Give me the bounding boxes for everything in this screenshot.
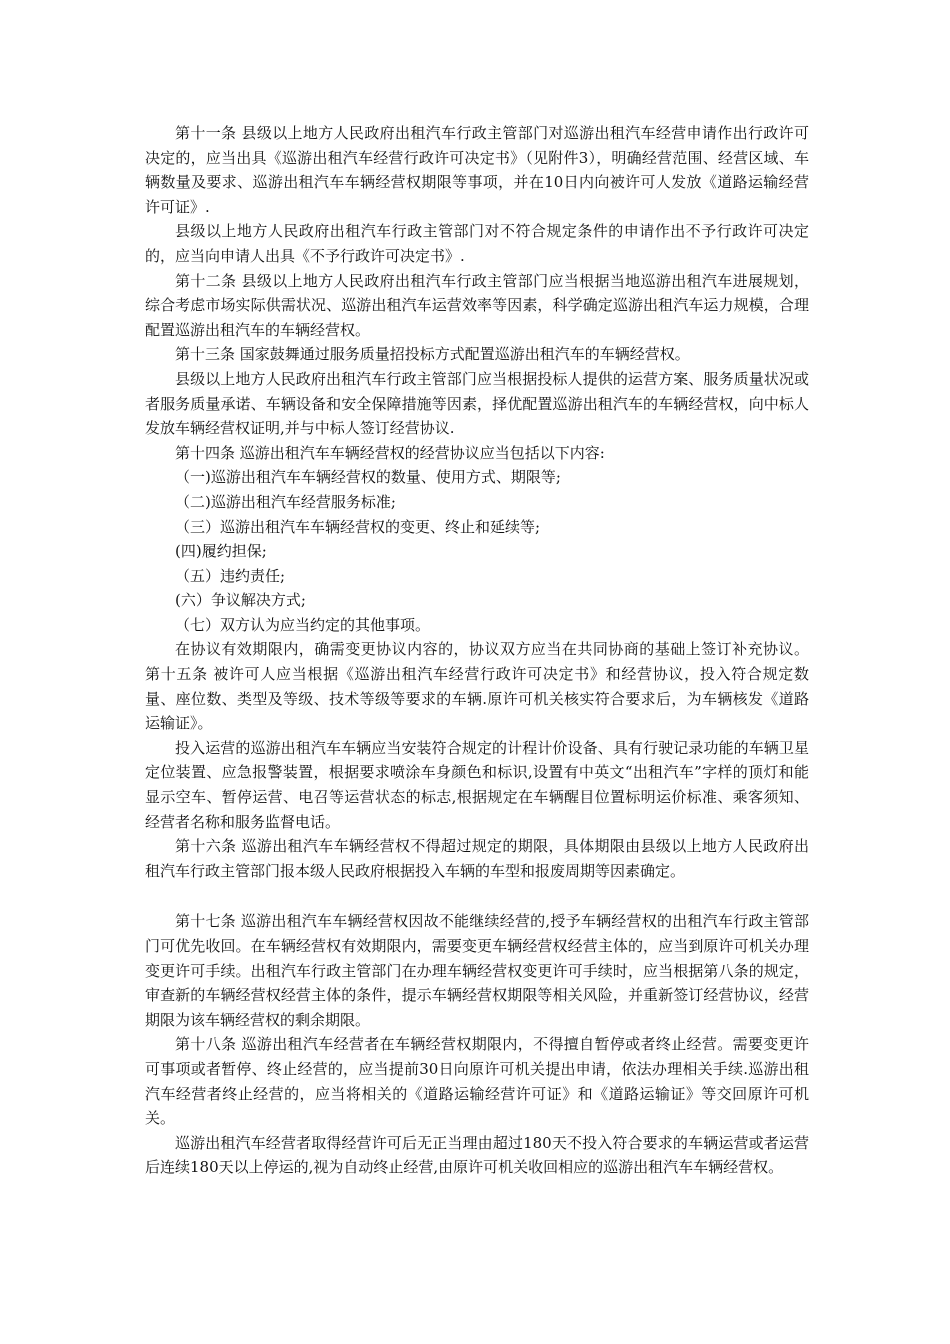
paragraph-article-15: 在协议有效期限内，确需变更协议内容的，协议双方应当在共同协商的基础上签订补充协议。 第十五条 被许可人应当根据《巡游出租汽车经营行政许可决定书》和经营协议，投入符合规定数量、座位数、类型及等级、技术等级等要求的车辆.原许可机关核实符合要求后，为车辆核发《道路运输证》。 (145, 640, 809, 733)
paragraph-article-17: 第十七条 巡游出租汽车车辆经营权因故不能继续经营的,授予车辆经营权的出租汽车行政主管部门可优先收回。在车辆经营权有效期限内，需要变更车辆经营权经营主体的，应当到原许可机关办理变更许可手续。出租汽车行政主管部门在办理车辆经营权变更许可手续时，应当根据第八条的规定，审查新的车辆经营权经营主体的条件，提示车辆经营权期限等相关风险，并重新签订经营协议，经营期限为该车辆经营权的剩余期限。 (145, 912, 809, 1029)
paragraph-article-11: 第十一条 县级以上地方人民政府出租汽车行政主管部门对巡游出租汽车经营申请作出行政许可决定的，应当出具《巡游出租汽车经营行政许可决定书》（见附件3），明确经营范围、经营区域、车辆数量及要求、巡游出租汽车车辆经营权期限等事项，并在10日内向被许可人发放《道路运输经营许可证》. (145, 124, 809, 216)
paragraph-vehicle-equipment: 投入运营的巡游出租汽车车辆应当安装符合规定的计程计价设备、具有行驶记录功能的车辆卫星定位装置、应急报警装置，根据要求喷涂车身颜色和标识,设置有中英文“出租汽车”字样的顶灯和能显示空车、暂停运营、电召等运营状态的标志,根据规定在车辆醒目位置标明运价标准、乘客须知、经营者名称和服务监督电话。 (145, 738, 809, 831)
paragraph-article-12: 第十二条 县级以上地方人民政府出租汽车行政主管部门应当根据当地巡游出租汽车进展规划，综合考虑市场实际供需状况、巡游出租汽车运营效率等因素，科学确定巡游出租汽车运力规模，合理配置巡游出租汽车的车辆经营权。 (145, 271, 809, 339)
paragraph-article-18-termination: 巡游出租汽车经营者取得经营许可后无正当理由超过180天不投入符合要求的车辆运营或者运营后连续180天以上停运的,视为自动终止经营,由原许可机关收回相应的巡游出租汽车车辆经营权。 (145, 1133, 809, 1177)
list-item-4: (四)履约担保; (175, 542, 267, 561)
document-body (145, 121, 809, 1180)
list-item-7: （七）双方认为应当约定的其他事项。 (175, 615, 431, 634)
list-item-1: （一)巡游出租汽车车辆经营权的数量、使用方式、期限等; (175, 468, 561, 487)
paragraph-article-11-rejection: 县级以上地方人民政府出租汽车行政主管部门对不符合规定条件的申请作出不予行政许可决定的，应当向申请人出具《不予行政许可决定书》. (145, 222, 809, 265)
paragraph-article-16: 第十六条 巡游出租汽车车辆经营权不得超过规定的期限，具体期限由县级以上地方人民政府出租汽车行政主管部门报本级人民政府根据投入车辆的车型和报废周期等因素确定。 (145, 837, 809, 880)
list-item-6: (六）争议解决方式; (175, 591, 306, 610)
paragraph-article-13-allocation: 县级以上地方人民政府出租汽车行政主管部门应当根据投标人提供的运营方案、服务质量状况或者服务质量承诺、车辆设备和安全保障措施等因素，择优配置巡游出租汽车的车辆经营权，向中标人发放车辆经营权证明,并与中标人签订经营协议. (145, 369, 809, 438)
paragraph-article-13: 第十三条 国家鼓舞通过服务质量招投标方式配置巡游出租汽车的车辆经营权。 (175, 345, 690, 364)
list-item-5: （五）违约责任; (175, 566, 286, 585)
list-item-2: （二)巡游出租汽车经营服务标准; (175, 492, 396, 511)
paragraph-article-18: 第十八条 巡游出租汽车经营者在车辆经营权期限内，不得擅自暂停或者终止经营。需要变更许可事项或者暂停、终止经营的，应当提前30日向原许可机关提出申请，依法办理相关手续.巡游出租汽车经营者终止经营的，应当将相关的《道路运输经营许可证》和《道路运输证》等交回原许可机关。 (145, 1035, 809, 1128)
list-item-3: （三）巡游出租汽车车辆经营权的变更、终止和延续等; (175, 517, 541, 536)
paragraph-article-14: 第十四条 巡游出租汽车车辆经营权的经营协议应当包括以下内容: (175, 443, 605, 462)
